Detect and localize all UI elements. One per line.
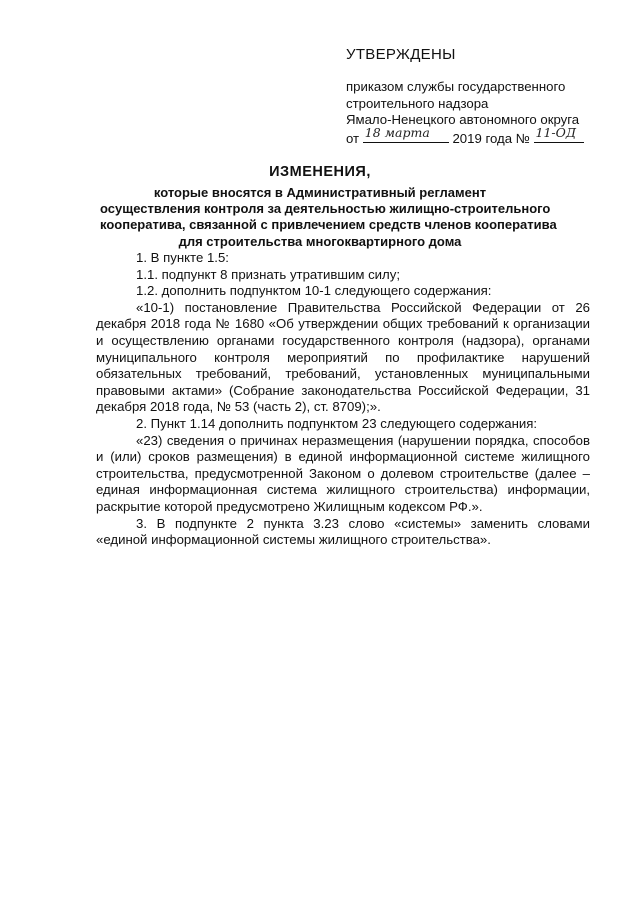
- title-line-4: для строительства многоквартирного дома: [178, 233, 462, 249]
- approval-line-3: Ямало-Ненецкого автономного округа: [346, 112, 580, 128]
- paragraph-1-1: 1.1. подпункт 8 признать утратившим силу;: [136, 266, 400, 282]
- year-text: 2019 года №: [452, 130, 530, 146]
- number-blank: [534, 124, 584, 143]
- paragraph-1-2: 1.2. дополнить подпунктом 10-1 следующего содержания:: [136, 283, 492, 299]
- date-blank: [363, 124, 449, 143]
- document-body: [96, 250, 590, 549]
- approval-line-1: приказом службы государственного: [346, 79, 566, 94]
- date-prefix: от: [346, 130, 360, 146]
- title-line-1: которые вносятся в Административный регламент: [153, 185, 487, 200]
- handwritten-number: 11-ОД: [535, 124, 577, 140]
- title-main: ИЗМЕНЕНИЯ,: [269, 164, 371, 180]
- paragraph-2: 2. Пункт 1.14 дополнить подпунктом 23 следующего содержания:: [136, 415, 538, 431]
- handwritten-date: 18 марта: [364, 124, 430, 140]
- title-line-3: кооператива, связанной с привлечением средств членов кооператива: [100, 217, 557, 233]
- paragraph-3: 3. В подпункте 2 пункта 3.23 слово «системы» заменить словами «единой информационной системы жилищного строительства».: [96, 515, 590, 548]
- approval-heading: УТВЕРЖДЕНЫ: [346, 46, 456, 63]
- paragraph-23: «23) сведения о причинах неразмещения (нарушении порядка, способов и (или) сроков размещения) в единой информационной системе жилищного строительства, предусмотренной Законом о долевом строительстве (далее – единая информационная система жилищного строительства) информации, раскрытие которой предусмотрено Жилищным кодексом РФ.».: [96, 432, 590, 514]
- document-title: [100, 164, 557, 250]
- paragraph-1: 1. В пункте 1.5:: [136, 250, 229, 265]
- paragraph-10-1: «10-1) постановление Правительства Российской Федерации от 26 декабря 2018 года № 1680 «Об утверждении общих требований к организации и осуществлению органами государственного контроля (надзора), органами муниципального контроля мероприятий по профилактике нарушений обязательных требований, требований, установленных муниципальными правовыми актами» (Собрание законодательства Российской Федерации, 31 декабря 2018 года, № 53 (часть 2), ст. 8709);».: [96, 299, 590, 415]
- approval-line-2: строительного надзора: [346, 95, 489, 111]
- title-line-2: осуществления контроля за деятельностью жилищно-строительного: [100, 201, 551, 217]
- approval-date-line: [346, 124, 606, 148]
- approval-block: [346, 46, 606, 147]
